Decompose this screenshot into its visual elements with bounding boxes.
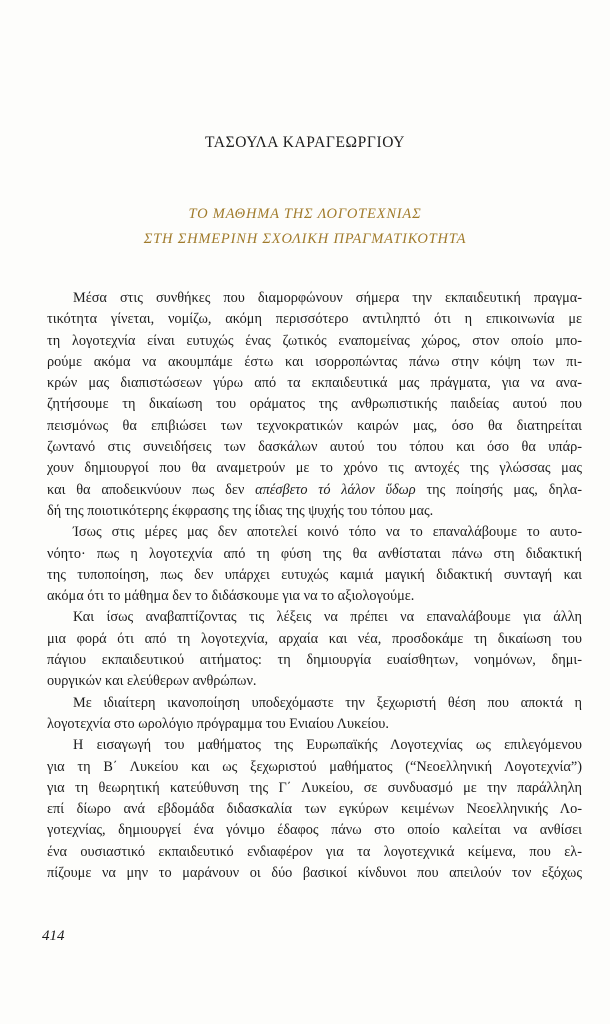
quoted-phrase: απέσβετο τό λάλον ὕδωρ <box>255 481 416 498</box>
body-line: δή της ποιοτικότερης έκφρασης της ίδιας της ψυχής του τόπου μας. <box>47 502 434 519</box>
body-line: Μέσα στις συνθήκες που διαμορφώνουν σήμερα την εκπαιδευτική πραγμα- <box>73 290 582 306</box>
body-line: πίζουμε να μην το μαράνουν οι δύο βασικοί κίνδυνοι που απειλούν τον εξόχως <box>47 865 582 882</box>
body-line: για τη Β΄ Λυκείου και ως ξεχωριστού μαθήματος (“Νεοελληνική Λογοτεχνία”) <box>47 758 582 775</box>
body-line: λογοτεχνία στο ωρολόγιο πρόγραμμα του Ενιαίου Λυκείου. <box>47 715 389 732</box>
body-line: ζωντανό στις συνειδήσεις των δασκάλων αυτού του τόπου και όσο θα υπάρ- <box>47 439 582 456</box>
article-title-line-2: ΣΤΗ ΣΗΜΕΡΙΝΗ ΣΧΟΛΙΚΗ ΠΡΑΓΜΑΤΙΚΟΤΗΤΑ <box>143 231 467 247</box>
body-line: ουργικών και ελεύθερων ανθρώπων. <box>47 673 257 690</box>
page-number: 414 <box>42 928 65 944</box>
body-line: επί δίωρο ανά εβδομάδα διδασκαλία των εγκύρων κειμένων Νεοελληνικής Λο- <box>47 801 582 818</box>
body-line: ακόμα ότι το μάθημα δεν το διδάσκουμε για να το αξιολογούμε. <box>47 588 415 605</box>
body-line: γοτεχνίας, δημιουργεί ένα γόνιμο έδαφος πάνω στο οποίο καλείται να ανθίσει <box>47 822 582 839</box>
body-line: πάγιου εκπαιδευτικού αιτήματος: τη δημιουργία ευαίσθητων, νοημόνων, δημι- <box>47 652 582 669</box>
article-title-line-1: ΤΟ ΜΑΘΗΜΑ ΤΗΣ ΛΟΓΟΤΕΧΝΙΑΣ <box>188 206 422 222</box>
body-line: κρών μας διαπιστώσεων γύρω από τα εκπαιδευτικά μας πράγματα, για να ανα- <box>47 375 582 392</box>
body-line: ένα ουσιαστικό εκπαιδευτικό ενδιαφέρον για τα λογοτεχνικά κείμενα, που ελ- <box>47 843 582 860</box>
body-line-with-quote <box>47 480 582 501</box>
author-name: ΤΑΣΟΥΛΑ ΚΑΡΑΓΕΩΡΓΙΟΥ <box>204 134 406 151</box>
body-line: της τυποποίηση, πως δεν υπάρχει ευτυχώς καμιά μαγική διδακτική συνταγή και <box>47 566 582 583</box>
body-line: ζητήσουμε τη δικαίωση του οράματος της ανθρωπιστικής παιδείας αυτού που <box>47 396 582 413</box>
body-line: Και ίσως αναβαπτίζοντας τις λέξεις να πρέπει να επαναλάβουμε για άλλη <box>73 609 582 626</box>
body-line: ρούμε ακόμα να ακουμπάμε έστω και ισορροπώντας πάνω στην κόψη των πι- <box>47 353 582 370</box>
body-line: Ίσως στις μέρες μας δεν αποτελεί κοινό τόπο να το επαναλάβουμε το αυτο- <box>73 524 582 541</box>
body-text: της ποίησής μας, δηλα- <box>426 481 583 498</box>
body-line: για τη θεωρητική κατεύθυνση της Γ΄ Λυκείου, σε συνδυασμό με την παράλληλη <box>47 779 582 796</box>
body-line: τικότητα γίνεται, νομίζω, ακόμη περισσότερο αντιληπτό ότι η επικοινωνία με <box>47 311 582 328</box>
body-line: Η εισαγωγή του μαθήματος της Ευρωπαϊκής Λογοτεχνίας ως επιλεγόμενου <box>73 737 582 754</box>
body-line: μια φορά ότι από τη λογοτεχνία, αρχαία και νέα, προσδοκάμε τη δικαίωση του <box>47 630 582 647</box>
body-line: χουν δημιουργοί που θα αναμετρούν με το χρόνο τις αντοχές της γλώσσας μας <box>47 460 582 477</box>
body-line: νόητο· πως η λογοτεχνία από τη φύση της θα ανθίσταται πάνω στη διδακτική <box>47 545 582 562</box>
article-body <box>47 288 582 884</box>
body-text: και θα αποδεικνύουν πως δεν <box>47 481 245 498</box>
body-line: τη λογοτεχνία είναι ευτυχώς ένας ζωτικός εναπομείνας χώρος, στον οποίο μπο- <box>47 332 582 349</box>
body-line: πεισμόνως θα επιβιώσει των τεχνοκρατικών καιρών μας, όσο θα διατηρείται <box>47 417 582 434</box>
body-line: Με ιδιαίτερη ικανοποίηση υποδεχόμαστε την ξεχωριστή θέση που αποκτά η <box>73 694 582 711</box>
